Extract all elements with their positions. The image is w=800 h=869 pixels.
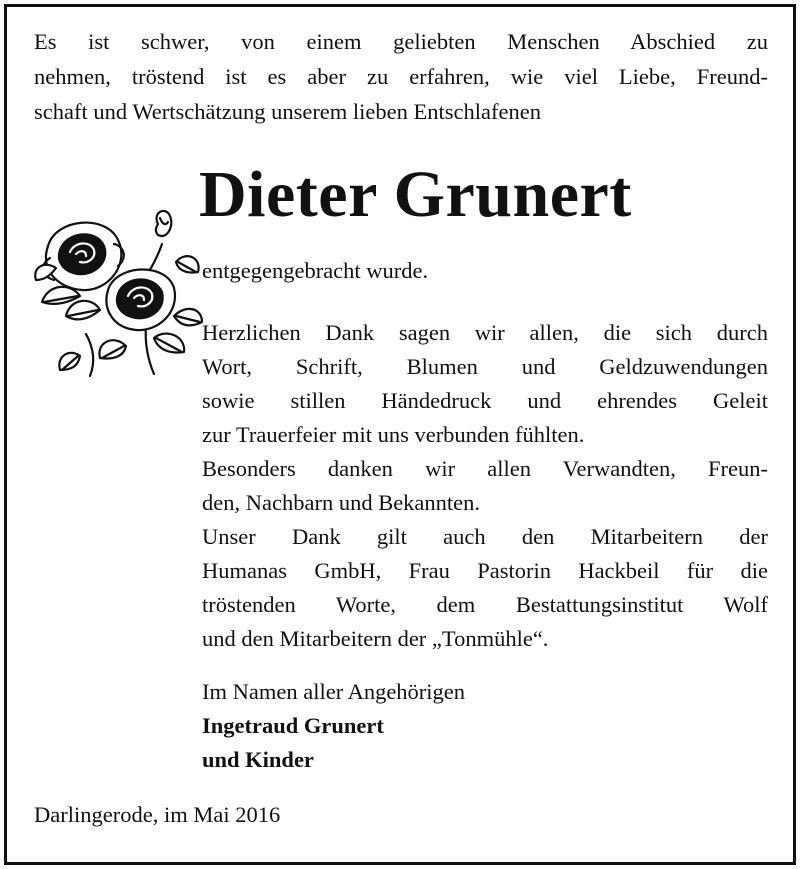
signature-name: Ingetraud Grunert <box>202 713 384 738</box>
deceased-name: Dieter Grunert <box>199 158 632 231</box>
thanks-line: den, Nachbarn und Bekannten. <box>202 490 481 515</box>
place-date: Darlingerode, im Mai 2016 <box>34 802 281 827</box>
thanks-line: Besonders danken wir allen Verwandten, Freun- <box>202 456 768 481</box>
rose-icon <box>26 206 204 384</box>
signature-block <box>202 675 465 777</box>
intro-line: Es ist schwer, von einem geliebten Menschen Abschied zu <box>34 29 768 54</box>
thanks-line: zur Trauerfeier mit uns verbunden fühlten. <box>202 422 585 447</box>
thanks-line: sowie stillen Händedruck und ehrendes Geleit <box>202 388 768 413</box>
thanks-line: Herzlichen Dank sagen wir allen, die sich durch <box>202 320 768 345</box>
continuation-text: entgegengebracht wurde. <box>202 258 429 283</box>
intro-paragraph <box>34 24 768 129</box>
intro-line: nehmen, tröstend ist es aber zu erfahren, wie viel Liebe, Freund- <box>34 64 768 89</box>
thanks-line: Humanas GmbH, Frau Pastorin Hackbeil für die <box>202 558 768 583</box>
thanks-line: tröstenden Worte, dem Bestattungsinstitut Wolf <box>202 592 768 617</box>
thanks-line: Unser Dank gilt auch den Mitarbeitern der <box>202 524 768 549</box>
signature-suffix: und Kinder <box>202 747 314 772</box>
intro-line: schaft und Wertschätzung unserem lieben Entschlafenen <box>34 99 541 124</box>
thanks-line: und den Mitarbeitern der „Tonmühle“. <box>202 626 549 651</box>
thanks-section <box>202 254 768 656</box>
signature-intro: Im Namen aller Angehörigen <box>202 679 466 704</box>
thanks-line: Wort, Schrift, Blumen und Geldzuwendungen <box>202 354 768 379</box>
